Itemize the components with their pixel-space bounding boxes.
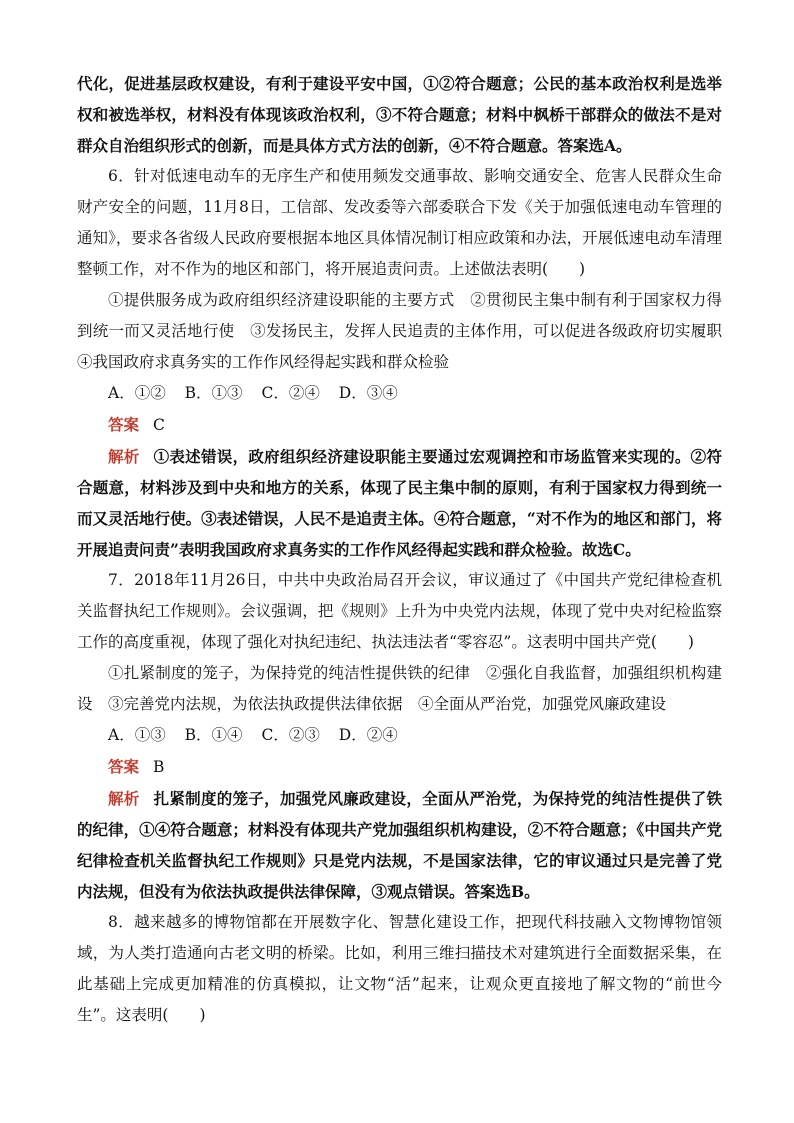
question-6-analysis xyxy=(77,441,722,565)
document-page xyxy=(77,68,738,1031)
analysis-text: ①表述错误，政府组织经济建设职能主要通过宏观调控和市场监管来实现的。②符合题意，材料涉及到中央和地方的关系，体现了民主集中制的原则，有利于国家权力得到统一而又灵活地行使。③表述错误，人民不是追责主体。④符合题意，“对不作为的地区和部门，将开展追责问责”表明我国政府求真务实的工作作风经得起实践和群众检验。故选C。 xyxy=(77,447,722,559)
option-a: A．①② xyxy=(108,384,166,402)
question-7-analysis xyxy=(77,783,722,907)
answer-label: 答案 xyxy=(108,757,140,776)
option-a: A．①③ xyxy=(108,726,166,744)
answer-value: C xyxy=(153,416,165,434)
answer-value: B xyxy=(153,758,165,776)
question-7-statements: ①扎紧制度的笼子，为保持党的纯洁性提供铁的纪律 ②强化自我监督，加强组织机构建设 ③完善党内法规，为依法执政提供法律依据 ④全面从严治党，加强党风廉政建设 xyxy=(77,664,722,713)
analysis-text: 扎紧制度的笼子，加强党风廉政建设，全面从严治党，为保持党的纯洁性提供了铁的纪律，①④符合题意；材料没有体现共产党加强组织机构建设，②不符合题意；《中国共产党纪律检查机关监督执纪工作规则》只是党内法规，不是国家法律，它的审议通过只是完善了党内法规，但没有为依法执政提供法律保障，③观点错误。答案选B。 xyxy=(77,789,722,901)
analysis-label: 解析 xyxy=(108,789,140,808)
option-b: B．①③ xyxy=(184,384,243,402)
option-c: C．②④ xyxy=(261,384,320,402)
question-7-options xyxy=(77,720,722,751)
option-d: D．③④ xyxy=(338,384,398,402)
question-6-answer xyxy=(77,409,722,441)
option-c: C．②③ xyxy=(261,726,320,744)
previous-analysis-continuation: 代化，促进基层政权建设，有利于建设平安中国，①②符合题意；公民的基本政治权利是选举权和被选举权，材料没有体现该政治权利，③不符合题意；材料中枫桥干部群众的做法不是对群众自治组织形式的创新，而是具体方式方法的创新，④不符合题意。答案选A。 xyxy=(77,74,722,155)
question-7-answer xyxy=(77,751,722,783)
question-7-stem: 7．2018年11月26日，中共中央政治局召开会议，审议通过了《中国共产党纪律检查机关监督执纪工作规则》。会议强调，把《规则》上升为中央党内法规，体现了党中央对纪检监察工作的高度重视，体现了强化对执纪违纪、执法违法者“零容忍”。这表明中国共产党( ) xyxy=(77,571,722,651)
question-6-options xyxy=(77,378,722,409)
option-d: D．②④ xyxy=(338,726,398,744)
answer-label: 答案 xyxy=(108,415,140,434)
question-8-stem: 8．越来越多的博物馆都在开展数字化、智慧化建设工作，把现代科技融入文物博物馆领域，为人类打造通向古老文明的桥梁。比如，利用三维扫描技术对建筑进行全面数据采集，在此基础上完成更加精准的仿真模拟，让文物“活”起来，让观众更直接地了解文物的“前世今生”。这表明( ) xyxy=(77,913,722,1024)
question-6-stem: 6．针对低速电动车的无序生产和使用频发交通事故、影响交通安全、危害人民群众生命财产安全的问题，11月8日，工信部、发改委等六部委联合下发《关于加强低速电动车管理的通知》，要求各省级人民政府要根据本地区具体情况制订相应政策和办法，开展低速电动车清理整顿工作，对不作为的地区和部门，将开展追责问责。上述做法表明( ) xyxy=(77,167,722,278)
analysis-label: 解析 xyxy=(108,447,140,466)
question-6-statements: ①提供服务成为政府组织经济建设职能的主要方式 ②贯彻民主集中制有利于国家权力得到统一而又灵活地行使 ③发扬民主，发挥人民追责的主体作用，可以促进各级政府切实履职 ④我国政府求真务实的工作作风经得起实践和群众检验 xyxy=(77,291,738,371)
option-b: B．①④ xyxy=(184,726,243,744)
